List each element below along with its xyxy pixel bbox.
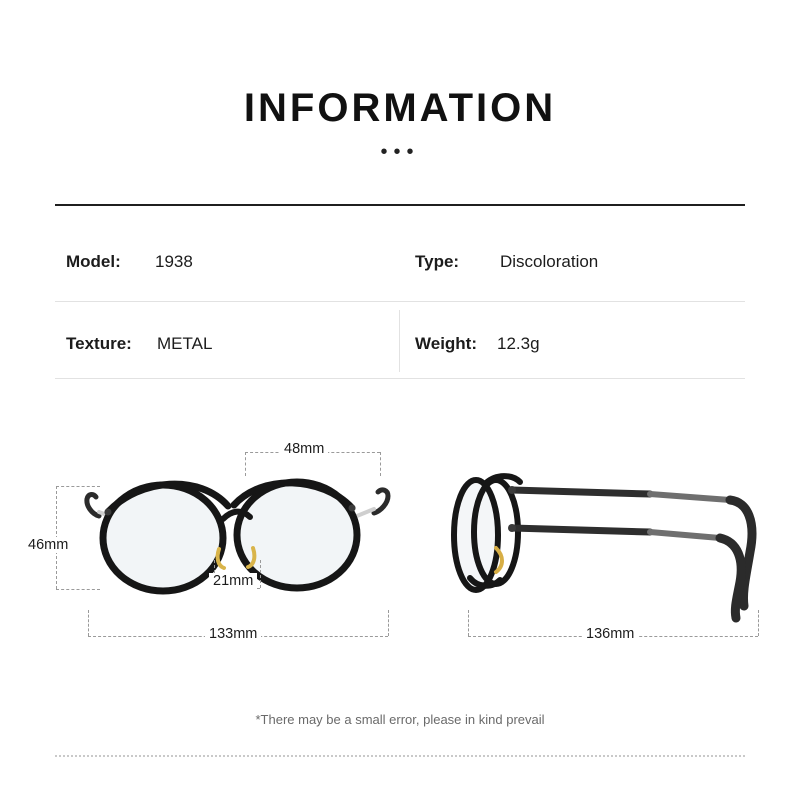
dim-tick-temple-left xyxy=(468,610,469,636)
dim-tick-height-top xyxy=(56,486,100,487)
spec-value-type: Discoloration xyxy=(500,252,599,271)
footer-dotted-divider xyxy=(55,755,745,757)
dim-tick-total-right xyxy=(388,610,389,636)
decorative-dots: ••• xyxy=(380,141,420,163)
glasses-front-illustration xyxy=(0,0,400,700)
spec-value-weight: 12.3g xyxy=(497,334,540,353)
spec-label-model: Model: xyxy=(66,252,121,271)
spec-label-texture: Texture: xyxy=(66,334,132,353)
dim-label-lens-width: 48mm xyxy=(280,441,328,457)
spec-label-type: Type: xyxy=(415,252,460,271)
dim-tick-lens-right xyxy=(380,452,381,476)
dim-label-total-width: 133mm xyxy=(205,626,261,642)
dim-label-height: 46mm xyxy=(24,537,72,553)
side-view-diagram xyxy=(400,0,800,800)
disclaimer-note: *There may be a small error, please in kind prevail xyxy=(255,712,545,727)
spec-label-weight: Weight: xyxy=(415,334,478,353)
spec-value-model: 1938 xyxy=(155,252,193,271)
glasses-side-illustration xyxy=(400,0,800,700)
dim-tick-temple-right xyxy=(758,610,759,636)
spec-value-texture: METAL xyxy=(157,334,213,353)
dim-tick-bridge-right xyxy=(260,560,261,588)
dim-label-bridge: 21mm xyxy=(209,573,257,589)
page-title: INFORMATION xyxy=(243,86,557,130)
dim-label-temple-length: 136mm xyxy=(582,626,638,642)
dim-tick-lens-left xyxy=(245,452,246,476)
dim-tick-total-left xyxy=(88,610,89,636)
dim-tick-height-bottom xyxy=(56,589,100,590)
